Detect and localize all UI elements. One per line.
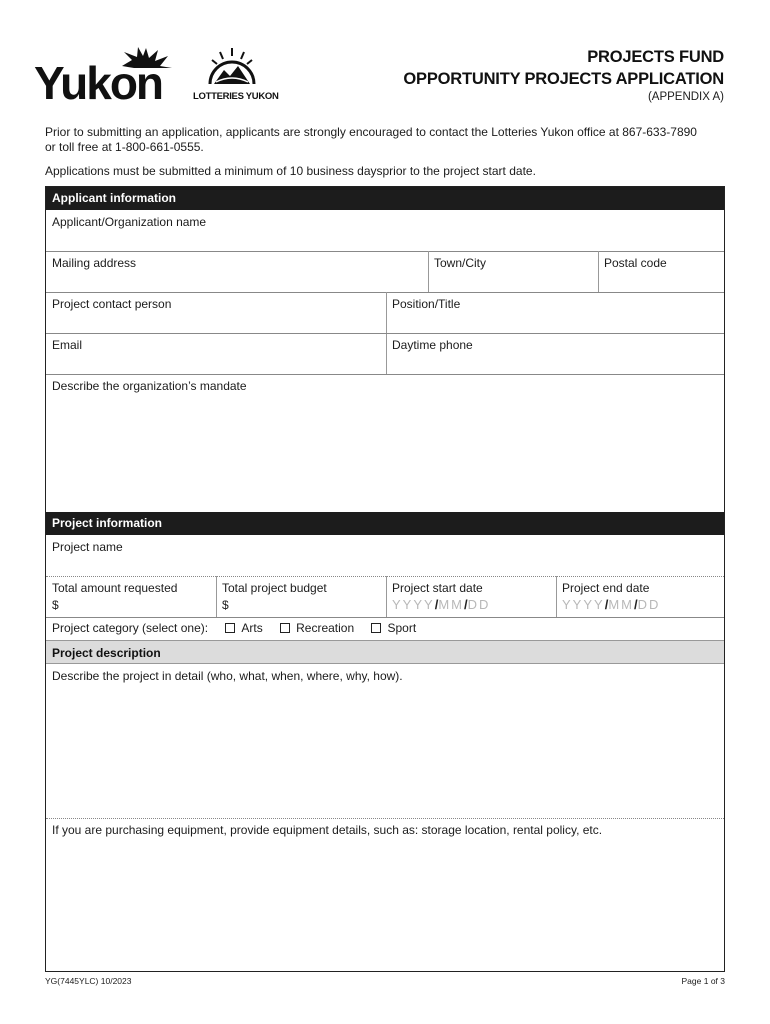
postal-code-field[interactable]: [598, 251, 725, 292]
org-name-field[interactable]: [46, 210, 725, 251]
equipment-details-field[interactable]: [46, 818, 725, 971]
arts-label: Arts: [241, 621, 263, 635]
contact-person-field[interactable]: [46, 292, 386, 333]
town-city-label: Town/City: [434, 256, 487, 270]
application-form: [45, 186, 725, 972]
end-date-label: Project end date: [562, 581, 650, 595]
town-city-field[interactable]: [428, 251, 598, 292]
project-name-label: Project name: [52, 540, 123, 554]
lotteries-yukon-logo: [192, 44, 282, 106]
email-field[interactable]: [46, 333, 386, 374]
mandate-field[interactable]: [46, 374, 725, 512]
end-date-field[interactable]: [556, 576, 725, 617]
contact-person-label: Project contact person: [52, 297, 172, 311]
intro-deadline-paragraph: Applications must be submitted a minimum of 10 business daysprior to the project start date.: [45, 164, 536, 178]
total-requested-label: Total amount requested: [52, 581, 178, 595]
currency-symbol: $: [52, 598, 59, 612]
form-title: PROJECTS FUND: [587, 48, 724, 66]
start-date-field[interactable]: [386, 576, 556, 617]
appendix-label: (APPENDIX A): [647, 91, 724, 103]
project-description-heading: Project description: [46, 640, 724, 664]
form-subtitle: OPPORTUNITY PROJECTS APPLICATION: [403, 70, 724, 88]
yukon-wordmark: Yukon: [34, 57, 163, 109]
email-label: Email: [52, 338, 83, 352]
currency-symbol: $: [222, 598, 229, 612]
project-detail-label: Describe the project in detail (who, what, when, where, why, how).: [52, 669, 403, 683]
project-name-field[interactable]: [46, 535, 725, 576]
form-code: YG(7445YLC) 10/2023: [45, 976, 132, 986]
project-category-row: [46, 617, 725, 640]
org-name-label: Applicant/Organization name: [52, 215, 207, 229]
position-title-field[interactable]: [386, 292, 725, 333]
daytime-phone-label: Daytime phone: [392, 338, 473, 352]
page-number: Page 1 of 3: [681, 976, 725, 986]
sport-label: Sport: [387, 621, 417, 635]
total-requested-field[interactable]: [46, 576, 216, 617]
recreation-checkbox[interactable]: [280, 623, 290, 633]
start-date-label: Project start date: [392, 581, 483, 595]
end-date-placeholder: YYYY/MM/DD: [562, 597, 661, 612]
mandate-label: Describe the organization’s mandate: [52, 379, 247, 393]
start-date-placeholder: YYYY/MM/DD: [392, 597, 491, 612]
position-title-label: Position/Title: [392, 297, 461, 311]
project-detail-field[interactable]: [46, 664, 725, 818]
total-budget-field[interactable]: [216, 576, 386, 617]
postal-code-label: Postal code: [604, 256, 667, 270]
lotteries-yukon-caption: LOTTERIES YUKON: [193, 91, 279, 102]
applicant-information-heading: Applicant information: [46, 187, 724, 210]
recreation-label: Recreation: [296, 621, 355, 635]
sport-checkbox[interactable]: [371, 623, 381, 633]
total-budget-label: Total project budget: [222, 581, 327, 595]
mailing-address-label: Mailing address: [52, 256, 137, 270]
equipment-details-label: If you are purchasing equipment, provide equipment details, such as: storage location, rental policy, etc.: [52, 823, 603, 837]
yukon-logo: [34, 46, 174, 108]
intro-contact-paragraph: Prior to submitting an application, applicants are strongly encouraged to contact the Lotteries Yukon office at 867-633-7890 or toll free at 1-800-661-0555.: [45, 125, 697, 154]
project-category-label: Project category (select one):: [52, 621, 209, 635]
arts-checkbox[interactable]: [225, 623, 235, 633]
mountain-sun-icon: [202, 44, 262, 92]
mailing-address-field[interactable]: [46, 251, 428, 292]
project-information-heading: Project information: [46, 512, 724, 535]
daytime-phone-field[interactable]: [386, 333, 725, 374]
